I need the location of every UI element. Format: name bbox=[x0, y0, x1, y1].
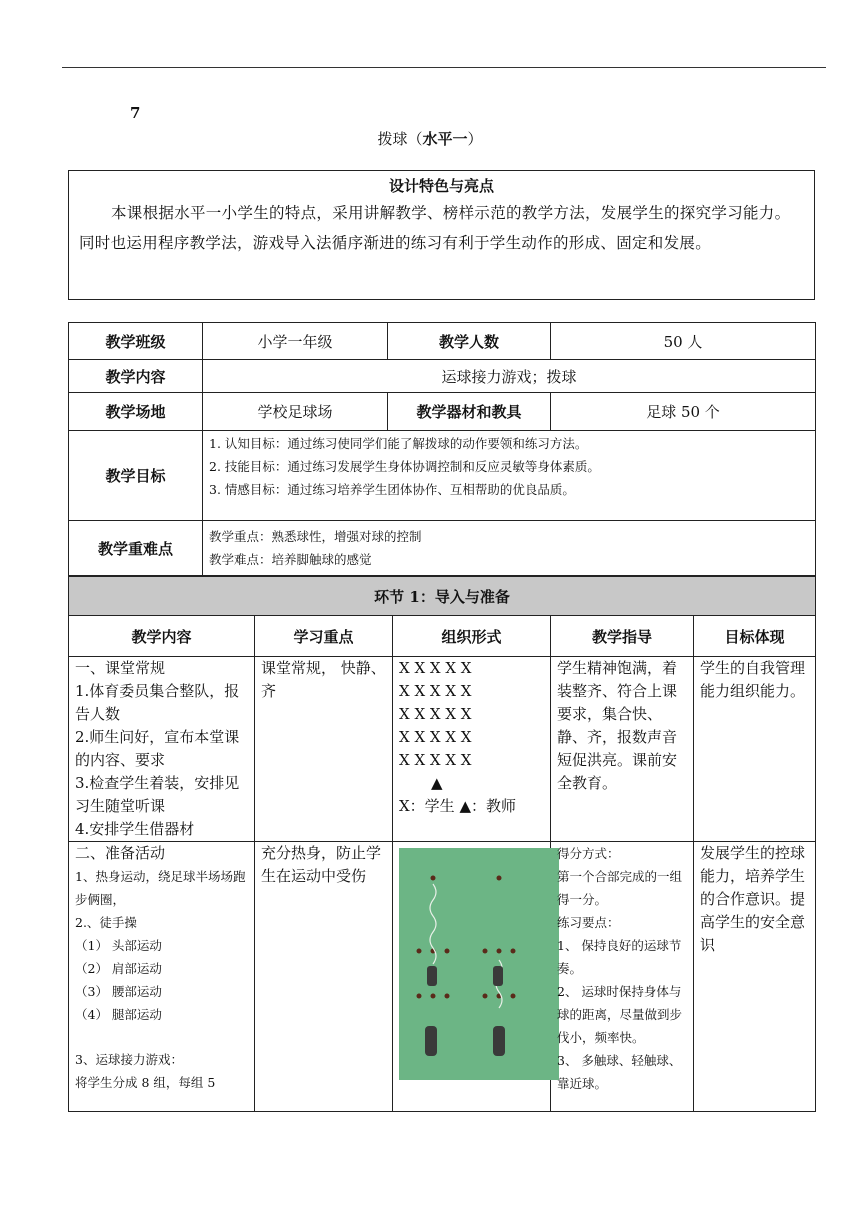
design-heading: 设计特色与亮点 bbox=[388, 177, 494, 195]
teacher-marker: ▲ bbox=[431, 774, 443, 792]
col-header: 教学指导 bbox=[551, 616, 694, 657]
row2-diagram bbox=[393, 842, 551, 1112]
row2-content: 二、准备活动 1、热身运动，绕足球半场场跑步俩圈， 2.、徒手操 （1） 头部运动 （2） 肩部运动 （3） 腰部运动 （4） 腿部运动 3、运球接力游戏： 将学生分成 8 组，每组 5 bbox=[69, 842, 255, 1112]
col-header: 学习重点 bbox=[255, 616, 393, 657]
class-value: 小学一年级 bbox=[203, 323, 388, 360]
field-diagram bbox=[399, 848, 559, 1080]
goals-label: 教学目标 bbox=[69, 431, 203, 521]
header-rule bbox=[62, 67, 826, 68]
row1-formation bbox=[393, 657, 551, 842]
venue-label: 教学场地 bbox=[69, 393, 203, 431]
goal-item: 3. 情感目标：通过练习培养学生团体协作、互相帮助的优良品质。 bbox=[209, 482, 575, 497]
row1-focus: 课堂常规， 快静、齐 bbox=[255, 657, 393, 842]
row1-content: 一、课堂常规 1.体育委员集合整队，报告人数 2.师生问好，宣布本堂课的内容、要求 3.检查学生着装，安排见习生随堂听课 4.安排学生借器材 bbox=[69, 657, 255, 842]
row2-goal: 发展学生的控球能力，培养学生的合作意识。提高学生的安全意识 bbox=[694, 842, 816, 1112]
key-label: 教学重难点 bbox=[69, 521, 203, 576]
count-label: 教学人数 bbox=[388, 323, 551, 360]
col-header: 组织形式 bbox=[393, 616, 551, 657]
content-label: 教学内容 bbox=[69, 360, 203, 393]
row2-guidance: 得分方式： 第一个合部完成的一组得一分。 练习要点： 1、 保持良好的运球节奏。 2、 运球时保持身体与球的距离，尽量做到步伐小，频率快。 3、 多触球、轻触球、靠近球。 bbox=[551, 842, 694, 1112]
equip-label: 教学器材和教具 bbox=[388, 393, 551, 431]
formation-legend: X：学生 ▲：教师 bbox=[399, 797, 516, 815]
field-background bbox=[399, 848, 559, 1080]
formation-row: X X X X X bbox=[399, 705, 472, 723]
row1-goal: 学生的自我管理能力组织能力。 bbox=[694, 657, 816, 842]
count-value: 50 人 bbox=[551, 323, 816, 360]
goal-item: 2. 技能目标：通过练习发展学生身体协调控制和反应灵敏等身体素质。 bbox=[209, 459, 600, 474]
key-cell bbox=[203, 521, 816, 576]
difficult-point: 教学难点：培养脚触球的感觉 bbox=[209, 552, 372, 567]
row2-focus: 充分热身，防止学生在运动中受伤 bbox=[255, 842, 393, 1112]
page-number: 7 bbox=[130, 104, 141, 122]
info-table bbox=[68, 322, 816, 576]
lesson-title: 拨球（水平一） bbox=[377, 130, 483, 148]
class-label: 教学班级 bbox=[69, 323, 203, 360]
venue-value: 学校足球场 bbox=[203, 393, 388, 431]
section-title: 环节 1：导入与准备 bbox=[69, 577, 816, 616]
formation-row: X X X X X bbox=[399, 659, 472, 677]
goals-cell bbox=[203, 431, 816, 521]
formation-row: X X X X X bbox=[399, 682, 472, 700]
formation-row: X X X X X bbox=[399, 728, 472, 746]
col-header: 教学内容 bbox=[69, 616, 255, 657]
formation-row: X X X X X bbox=[399, 751, 472, 769]
design-box bbox=[68, 170, 815, 300]
col-header: 目标体现 bbox=[694, 616, 816, 657]
equip-value: 足球 50 个 bbox=[551, 393, 816, 431]
key-point: 教学重点：熟悉球性，增强对球的控制 bbox=[209, 529, 422, 544]
design-body: 本课根据水平一小学生的特点，采用讲解教学、榜样示范的教学方法，发展学生的探究学习能力。同时也运用程序教学法，游戏导入法循序渐进的练习有利于学生动作的形成、固定和发展。 bbox=[79, 204, 791, 252]
goal-item: 1. 认知目标：通过练习使同学们能了解拨球的动作要领和练习方法。 bbox=[209, 436, 588, 451]
content-value: 运球接力游戏；拨球 bbox=[203, 360, 816, 393]
row1-guidance: 学生精神饱满，着装整齐、符合上课要求，集合快、静、齐，报数声音短促洪亮。课前安全教育。 bbox=[551, 657, 694, 842]
lesson-table bbox=[68, 576, 816, 1112]
